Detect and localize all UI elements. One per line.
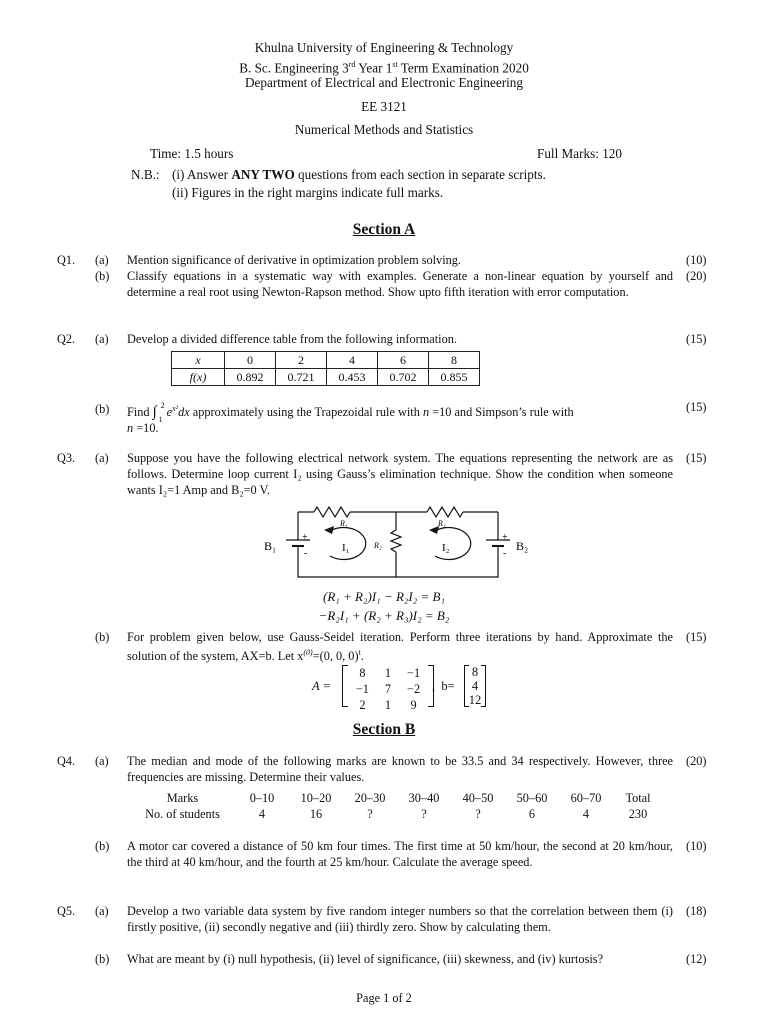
table-row — [130, 790, 663, 806]
marks: (15) — [686, 451, 707, 465]
table-cell: 20–30 — [354, 791, 386, 805]
university-name: Khulna University of Engineering & Technology — [254, 40, 514, 55]
resistor-r1 — [314, 507, 350, 517]
table-header-cell: No. of students — [145, 807, 220, 821]
table-cell: 60–70 — [570, 791, 602, 805]
course-title: Numerical Methods and Statistics — [294, 122, 474, 137]
vector-cell: 4 — [471, 679, 479, 693]
matrix-row — [345, 681, 431, 697]
table-cell: 8 — [429, 352, 480, 369]
matrix-label: A = — [312, 679, 331, 693]
marks: (15) — [686, 630, 707, 644]
table-cell: 10–20 — [300, 791, 332, 805]
question-text: What are meant by (i) null hypothesis, (ii) level of significance, (iii) skewness, and (iv) kurtosis? — [127, 952, 604, 966]
question-text: Develop a two variable data system by five random integer numbers so that the correlation between them (i) firstly positive, (ii) secondly negative and (iii) thirdly zero. Show by calculating them. — [127, 904, 673, 934]
part-label: (a) — [95, 754, 109, 768]
table-cell: 0–10 — [249, 791, 275, 805]
coefficient-matrix — [342, 665, 434, 712]
full-marks: Full Marks: 120 — [537, 146, 622, 161]
exam-time: Time: 1.5 hours — [150, 146, 234, 161]
battery-label-b2: B₂ — [516, 539, 529, 553]
nb-instruction-2: (ii) Figures in the right margins indicate full marks. — [172, 185, 444, 200]
loop-current-i2: I₂ — [442, 542, 450, 554]
section-a-heading: Section A — [352, 221, 416, 238]
polarity-plus: + — [302, 532, 308, 543]
part-label: (a) — [95, 253, 109, 267]
table-row — [130, 806, 663, 822]
table-cell: ? — [367, 807, 373, 821]
marks: (12) — [686, 952, 707, 966]
table-cell: 4 — [258, 807, 266, 821]
polarity-minus: - — [304, 548, 308, 559]
question-number: Q3. — [57, 451, 76, 465]
circuit-diagram — [262, 500, 542, 582]
table-cell: 16 — [309, 807, 323, 821]
matrix-cell: 1 — [384, 698, 392, 712]
table-cell: ? — [421, 807, 427, 821]
question-text: Suppose you have the following electrical network system. The equations representing the network are as follows. Determine loop current I₂ using Gauss’s elimination technique. Show the condition when someone wants I₂=1 Amp and B₂=0 V. — [127, 451, 673, 497]
table-cell: 0.721 — [276, 369, 327, 386]
table-row — [172, 369, 480, 386]
part-label: (a) — [95, 904, 109, 918]
marks: (15) — [686, 400, 707, 414]
matrix-cell: −1 — [407, 666, 421, 680]
table-cell: 0 — [225, 352, 276, 369]
table-cell: 40–50 — [462, 791, 494, 805]
resistor-label-r3: R₃ — [438, 519, 446, 528]
polarity-plus: + — [502, 532, 508, 543]
question-text: Find ∫ 2 1 $e^{x^2}dx$ approximately using the Trapezoidal rule with n =10 and Simpson’s rule with n =10. — [127, 401, 574, 436]
network-equation-2: −R₂I₁ + (R₂ + R₃)I₂ = B₂ — [318, 608, 450, 623]
marks: (10) — [686, 839, 707, 853]
marks: (20) — [686, 754, 707, 768]
question-text: For problem given below, use Gauss-Seidel iteration. Perform three iterations by hand. Approximate the solution of the system, AX=b. Let $x^{(0)}=(0$, 0, 0)$^t$. — [127, 630, 673, 664]
table-header-cell: x — [172, 352, 225, 369]
network-equation-1: (R₁ + R₂)I₁ − R₂I₂ = B₁ — [322, 589, 445, 604]
vector-label: , b= — [432, 679, 455, 693]
question-number: Q4. — [57, 754, 76, 768]
matrix-cell: 9 — [410, 698, 417, 712]
marks: (15) — [686, 332, 707, 346]
marks: (10) — [686, 253, 707, 267]
table-cell: 0.453 — [327, 369, 378, 386]
matrix-cell: 1 — [384, 666, 392, 680]
vector-cell: 8 — [471, 665, 479, 679]
nb-instruction-1: (i) Answer ANY TWO questions from each section in separate scripts. — [172, 167, 546, 182]
battery-label-b1: B₁ — [264, 539, 277, 553]
resistor-label-r1: R₁ — [340, 519, 348, 528]
question-number: Q5. — [57, 904, 76, 918]
vector-cell: 12 — [468, 693, 482, 707]
course-code: EE 3121 — [361, 99, 407, 114]
part-label: (b) — [95, 630, 110, 644]
question-text: Develop a divided difference table from the following information. — [127, 332, 457, 346]
table-row — [172, 352, 480, 369]
table-cell: 30–40 — [408, 791, 440, 805]
question-text: The median and mode of the following marks are known to be 33.5 and 34 respectively. However, three frequencies are missing. Determine their values. — [127, 754, 673, 784]
matrix-cell: −2 — [407, 682, 421, 696]
table-cell: 4 — [582, 807, 590, 821]
question-number: Q1. — [57, 253, 76, 267]
question-number: Q2. — [57, 332, 76, 346]
table-cell: ? — [475, 807, 481, 821]
table-cell: 50–60 — [516, 791, 548, 805]
polarity-minus: - — [503, 548, 507, 559]
table-cell: Total — [625, 791, 651, 805]
loop-arrow-i2 — [435, 528, 471, 560]
resistor-label-r2: R₂ — [374, 541, 382, 550]
exam-title: B. Sc. Engineering 3rd Year 1st Term Examination 2020 — [239, 60, 529, 76]
part-label: (b) — [95, 839, 110, 853]
part-label: (b) — [95, 952, 110, 966]
page-number: Page 1 of 2 — [356, 991, 412, 1005]
part-label: (b) — [95, 402, 110, 416]
constant-vector — [464, 665, 486, 707]
frequency-table — [130, 790, 663, 822]
table-cell: 2 — [276, 352, 327, 369]
loop-current-i1: I₁ — [342, 542, 350, 554]
part-label: (a) — [95, 332, 109, 346]
section-b-heading: Section B — [352, 721, 416, 738]
resistor-r2 — [391, 530, 401, 552]
matrix-cell: −1 — [355, 682, 369, 696]
table-cell: 6 — [528, 807, 536, 821]
question-text: A motor car covered a distance of 50 km four times. The first time at 50 km/hour, the second at 20 km/hour, the third at 40 km/hour, and the fourth at 25 km/hour. Calculate the average speed. — [127, 839, 673, 869]
resistor-r3 — [427, 507, 463, 517]
part-label: (b) — [95, 269, 110, 283]
table-header-cell: Marks — [166, 791, 199, 805]
divided-difference-table — [171, 351, 480, 386]
table-cell: 4 — [327, 352, 378, 369]
part-label: (a) — [95, 451, 109, 465]
matrix-cell: 8 — [359, 666, 366, 680]
question-text: Classify equations in a systematic way with examples. Generate a non-linear equation by yourself and determine a real root using Newton-Rapson method. Show upto fifth iteration with error computation. — [127, 269, 673, 299]
table-cell: 6 — [378, 352, 429, 369]
table-cell: 0.892 — [225, 369, 276, 386]
table-header-cell: f(x) — [172, 369, 225, 386]
matrix-row — [345, 665, 431, 681]
matrix-cell: 7 — [384, 682, 392, 696]
table-cell: 0.702 — [378, 369, 429, 386]
question-text: Mention significance of derivative in optimization problem solving. — [127, 253, 461, 267]
table-cell: 230 — [628, 807, 648, 821]
matrix-row — [345, 697, 431, 713]
department: Department of Electrical and Electronic Engineering — [245, 75, 523, 90]
matrix-cell: 2 — [359, 698, 366, 712]
marks: (20) — [686, 269, 707, 283]
table-cell: 0.855 — [429, 369, 480, 386]
marks: (18) — [686, 904, 707, 918]
nb-label: N.B.: — [131, 167, 160, 182]
